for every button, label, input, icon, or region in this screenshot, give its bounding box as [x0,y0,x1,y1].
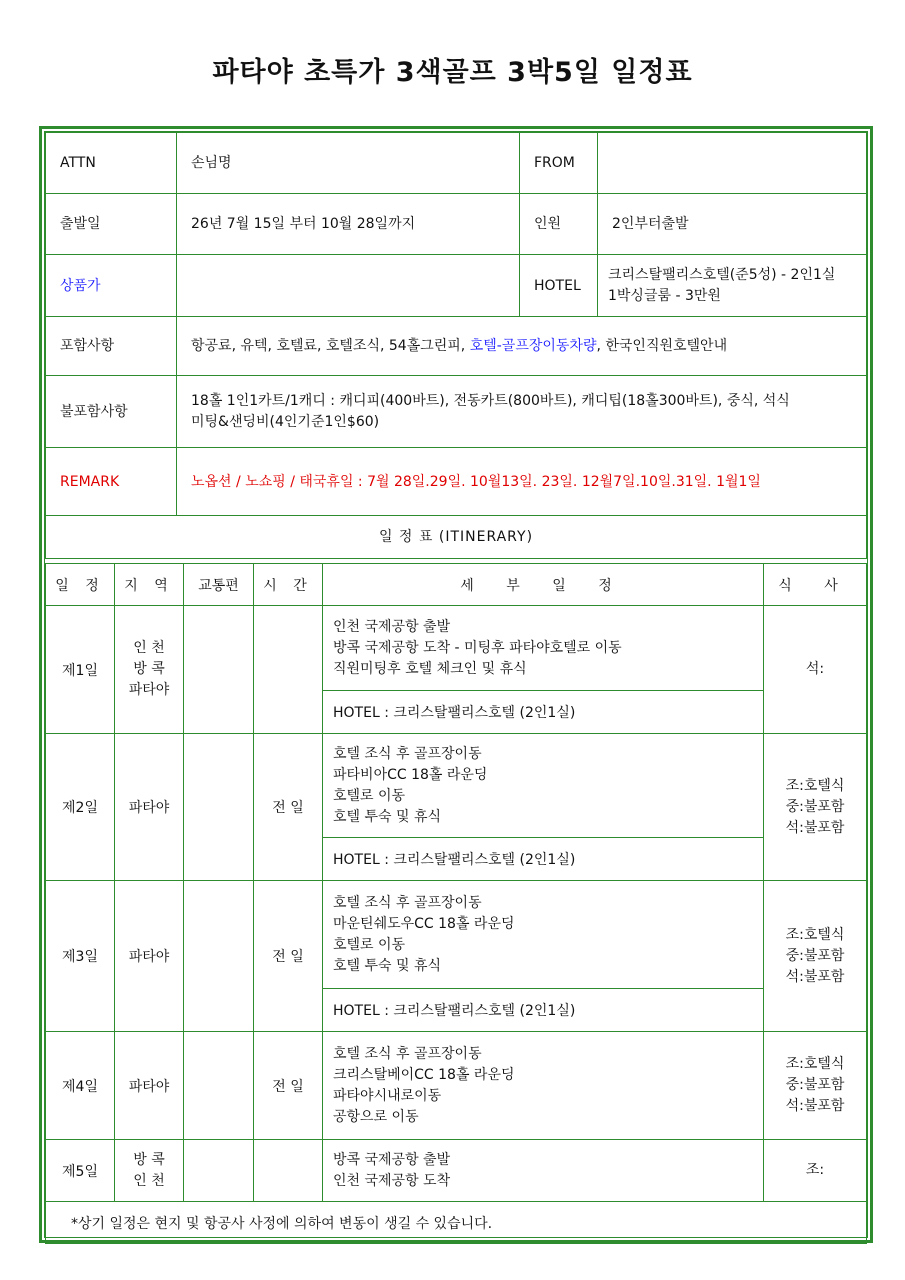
excl-value [177,376,867,448]
from-label: FROM [520,133,598,194]
detail-line: 인천 국제공항 출발 [333,618,451,635]
col-header-meals: 식 사 [764,564,867,606]
detail-line: 직원미팅후 호텔 체크인 및 휴식 [333,660,527,677]
table-row [46,734,867,838]
meals-cell [764,1032,867,1140]
detail-line: 호텔 조식 후 골프장이동 [333,745,482,762]
transport-cell [184,1140,254,1202]
attn-label: ATTN [46,133,177,194]
meal-line: 석: [805,661,825,677]
time-cell: 전 일 [254,1032,323,1140]
depart-value: 26년 7월 15일 부터 10월 28일까지 [177,194,520,255]
meals-cell [764,881,867,1032]
region-line: 인 천 [133,640,165,656]
incl-value [177,317,867,376]
detail-line: 호텔 조식 후 골프장이동 [333,1045,482,1062]
remark-value: 노옵션 / 노쇼핑 / 태국휴일 : 7월 28일.29일. 10월13일. 23일. 12월7일.10일.31일. 1월1일 [177,448,867,516]
detail-line: 방콕 국제공항 출발 [333,1151,451,1168]
people-value: 2인부터출발 [598,194,867,255]
details-cell [323,1140,764,1202]
meal-line: 석:불포함 [785,1098,845,1114]
from-value [598,133,867,194]
table-row [46,1032,867,1140]
hotel-cell: HOTEL : 크리스탈팰리스호텔 (2인1실) [323,989,764,1032]
hotel-value-line: 크리스탈팰리스호텔(준5성) - 2인1실 [608,266,836,283]
meal-line: 석:불포함 [785,819,845,836]
detail-line: 호텔로 이동 [333,936,406,953]
day-cell: 제5일 [46,1140,115,1202]
col-header-day: 일 정 [46,564,115,606]
detail-line: 파타야시내로이동 [333,1087,442,1104]
meal-line: 조:호텔식 [785,926,845,943]
table-row [46,881,867,989]
region-cell: 파타야 [115,1032,184,1140]
region-cell [115,606,184,734]
col-header-details: 세 부 일 정 [323,564,764,606]
table-row [46,1140,867,1202]
transport-cell [184,881,254,1032]
schedule-frame [39,126,873,1243]
transport-cell [184,606,254,734]
meal-line: 조:호텔식 [785,1056,845,1072]
excl-label: 불포함사항 [46,376,177,448]
incl-highlight: 호텔-골프장이동차량 [469,338,597,354]
depart-label: 출발일 [46,194,177,255]
day-cell: 제4일 [46,1032,115,1140]
detail-line: 호텔로 이동 [333,787,406,804]
excl-line: 18홀 1인1카트/1캐디 : 캐디피(400바트), 전동카트(800바트), 캐디팁(18홀300바트), 중식, 석식 [191,392,790,409]
meals-cell [764,606,867,734]
time-cell: 전 일 [254,734,323,881]
region-cell [115,1140,184,1202]
details-cell [323,881,764,989]
details-cell [323,606,764,691]
detail-line: 방콕 국제공항 도착 - 미팅후 파타야호텔로 이동 [333,639,622,656]
itinerary-table [45,563,867,1244]
incl-text: 항공료, 유텍, 호텔료, 호텔조식, 54홀그린피, [191,338,470,354]
meal-line: 조:호텔식 [785,777,845,794]
region-line: 인 천 [133,1172,165,1189]
meals-cell [764,734,867,881]
meal-line: 중:불포함 [785,1077,845,1093]
detail-line: 마운틴쉐도우CC 18홀 라운딩 [333,915,515,932]
day-cell: 제1일 [46,606,115,734]
details-cell [323,1032,764,1140]
day-cell: 제2일 [46,734,115,881]
hotel-cell: HOTEL : 크리스탈팰리스호텔 (2인1실) [323,838,764,881]
incl-text: , 한국인직원호텔안내 [596,338,728,354]
transport-cell [184,734,254,881]
time-cell [254,606,323,734]
meal-line: 석:불포함 [785,968,845,985]
excl-line: 미팅&샌딩비(4인기준1인$60) [191,413,380,430]
detail-line: 공항으로 이동 [333,1108,419,1125]
col-header-region: 지 역 [115,564,184,606]
col-header-transport: 교통편 [184,564,254,606]
table-row [46,606,867,691]
price-value [177,255,520,317]
detail-line: 호텔 투숙 및 휴식 [333,808,442,825]
col-header-time: 시 간 [254,564,323,606]
day-cell: 제3일 [46,881,115,1032]
time-cell: 전 일 [254,881,323,1032]
time-cell [254,1140,323,1202]
transport-cell [184,1032,254,1140]
meal-line: 중:불포함 [785,947,845,964]
region-cell: 파타야 [115,734,184,881]
detail-line: 인천 국제공항 도착 [333,1172,451,1189]
footnote: *상기 일정은 현지 및 항공사 사정에 의하여 변동이 생길 수 있습니다. [46,1202,867,1244]
itinerary-heading: 일 정 표 (ITINERARY) [46,516,867,559]
detail-line: 파타비아CC 18홀 라운딩 [333,766,488,783]
details-cell [323,734,764,838]
attn-value: 손님명 [177,133,520,194]
region-line: 방 콕 [133,661,165,677]
detail-line: 호텔 조식 후 골프장이동 [333,894,482,911]
price-label: 상품가 [46,255,177,317]
meals-cell [764,1140,867,1202]
region-cell: 파타야 [115,881,184,1032]
meal-line: 조: [805,1162,825,1178]
incl-label: 포함사항 [46,317,177,376]
detail-line: 호텔 투숙 및 휴식 [333,957,442,974]
remark-label: REMARK [46,448,177,516]
schedule-inner [44,131,868,1238]
page-title: 파타야 초특가 3색골프 3박5일 일정표 [212,57,693,88]
people-label: 인원 [520,194,598,255]
hotel-cell: HOTEL : 크리스탈팰리스호텔 (2인1실) [323,691,764,734]
detail-line: 크리스탈베이CC 18홀 라운딩 [333,1066,515,1083]
hotel-label: HOTEL [520,255,598,317]
info-table [45,132,867,559]
region-line: 파타야 [128,682,170,698]
hotel-value [598,255,867,317]
region-line: 방 콕 [133,1151,165,1168]
hotel-value-line: 1박싱글룸 - 3만원 [608,287,721,304]
meal-line: 중:불포함 [785,798,845,815]
